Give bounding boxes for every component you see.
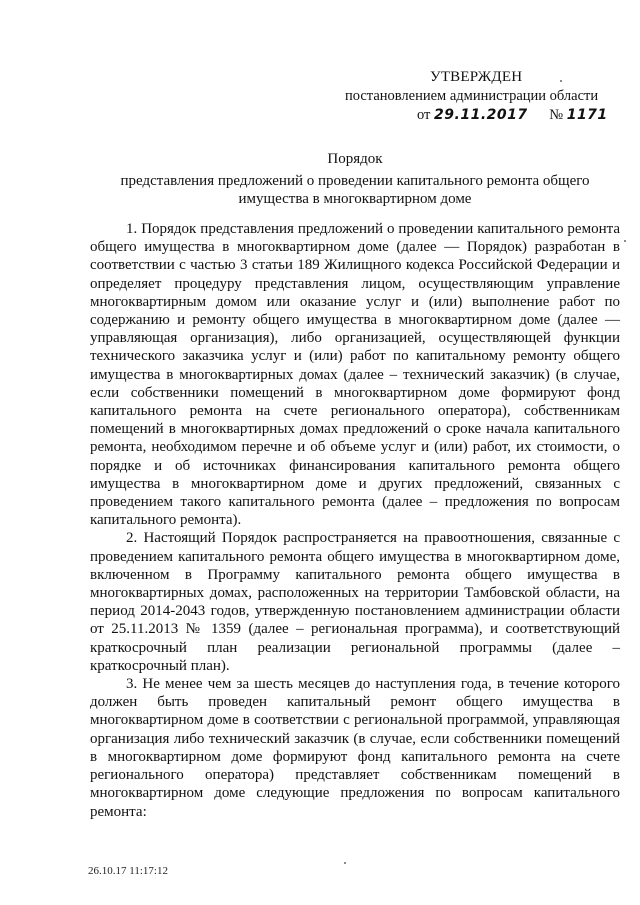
number-sign: № <box>549 107 564 123</box>
handwritten-date: 29.11.2017 <box>434 107 528 123</box>
document-body <box>90 220 620 821</box>
document-heading <box>90 150 620 208</box>
approval-block <box>345 68 615 125</box>
scan-speck <box>624 240 626 242</box>
subtitle-line-2: имущества в многоквартирном доме <box>238 191 472 207</box>
paragraph-1: 1. Порядок представления предложений о проведении капитального ремонта общего имущества в многоквартирном доме (далее — Порядок) разработан в соответствии с частью 3 статьи 189 Жилищного кодекса Российской Федерации и определяет процедуру представления лицом, осуществляющим управление многоквартирным домом или оказание услуг и (или) выполнение работ по содержанию и ремонту общего имущества в многоквартирном доме (далее — управляющая организация), либо организацией, осуществляющей функции технического заказчика услуг и (или) работ по капитальному ремонту общего имущества в многоквартирных домах (далее – технический заказчик) (в случае, если собственники помещений в многоквартирном доме формируют фонд капитального ремонта на счете регионального оператора), собственникам помещений в многоквартирных домах предложений о сроке начала капитального ремонта, необходимом перечне и об объеме услуг и (или) работ, их стоимости, о порядке и об источниках финансирования капитального ремонта общего имущества в многоквартирном доме и других предложений, связанных с проведением такого капитального ремонта (далее – предложения по вопросам капитального ремонта). <box>90 221 620 529</box>
approved-date-line <box>417 106 615 125</box>
scan-speck <box>560 80 562 82</box>
subtitle-line-1: представления предложений о проведении капитального ремонта общего <box>120 173 590 189</box>
page-title: Порядок <box>327 151 383 167</box>
approved-title: УТВЕРЖДЕН <box>430 69 523 85</box>
paragraph-3: 3. Не менее чем за шесть месяцев до наступления года, в течение которого должен быть проведен капитальный ремонт общего имущества в многоквартирном доме в соответствии с региональной программой, управляющая организация либо технический заказчик (в случае, если собственники помещений в многоквартирном доме формируют фонд капитального ремонта на счете регионального оператора) представляет собственникам помещений в многоквартирном доме следующие предложения по вопросам капитального ремонта: <box>90 676 620 820</box>
paragraph-2: 2. Настоящий Порядок распространяется на правоотношения, связанные с проведением капитального ремонта общего имущества в многоквартирном доме, включенном в Программу капитального ремонта общего имущества в многоквартирных домах, расположенных на территории Тамбовской области, на период 2014-2043 годов, утвержденную постановлением администрации области от 25.11.2013 № 1359 (далее – региональная программа), и соответствующий краткосрочный план реализации региональной программы (далее – краткосрочный план). <box>90 530 620 674</box>
scan-speck <box>344 862 346 864</box>
handwritten-number: 1171 <box>566 107 608 123</box>
date-prefix: от <box>417 107 431 123</box>
approved-by-line: постановлением администрации области <box>345 88 599 104</box>
print-timestamp: 26.10.17 11:17:12 <box>88 865 168 877</box>
